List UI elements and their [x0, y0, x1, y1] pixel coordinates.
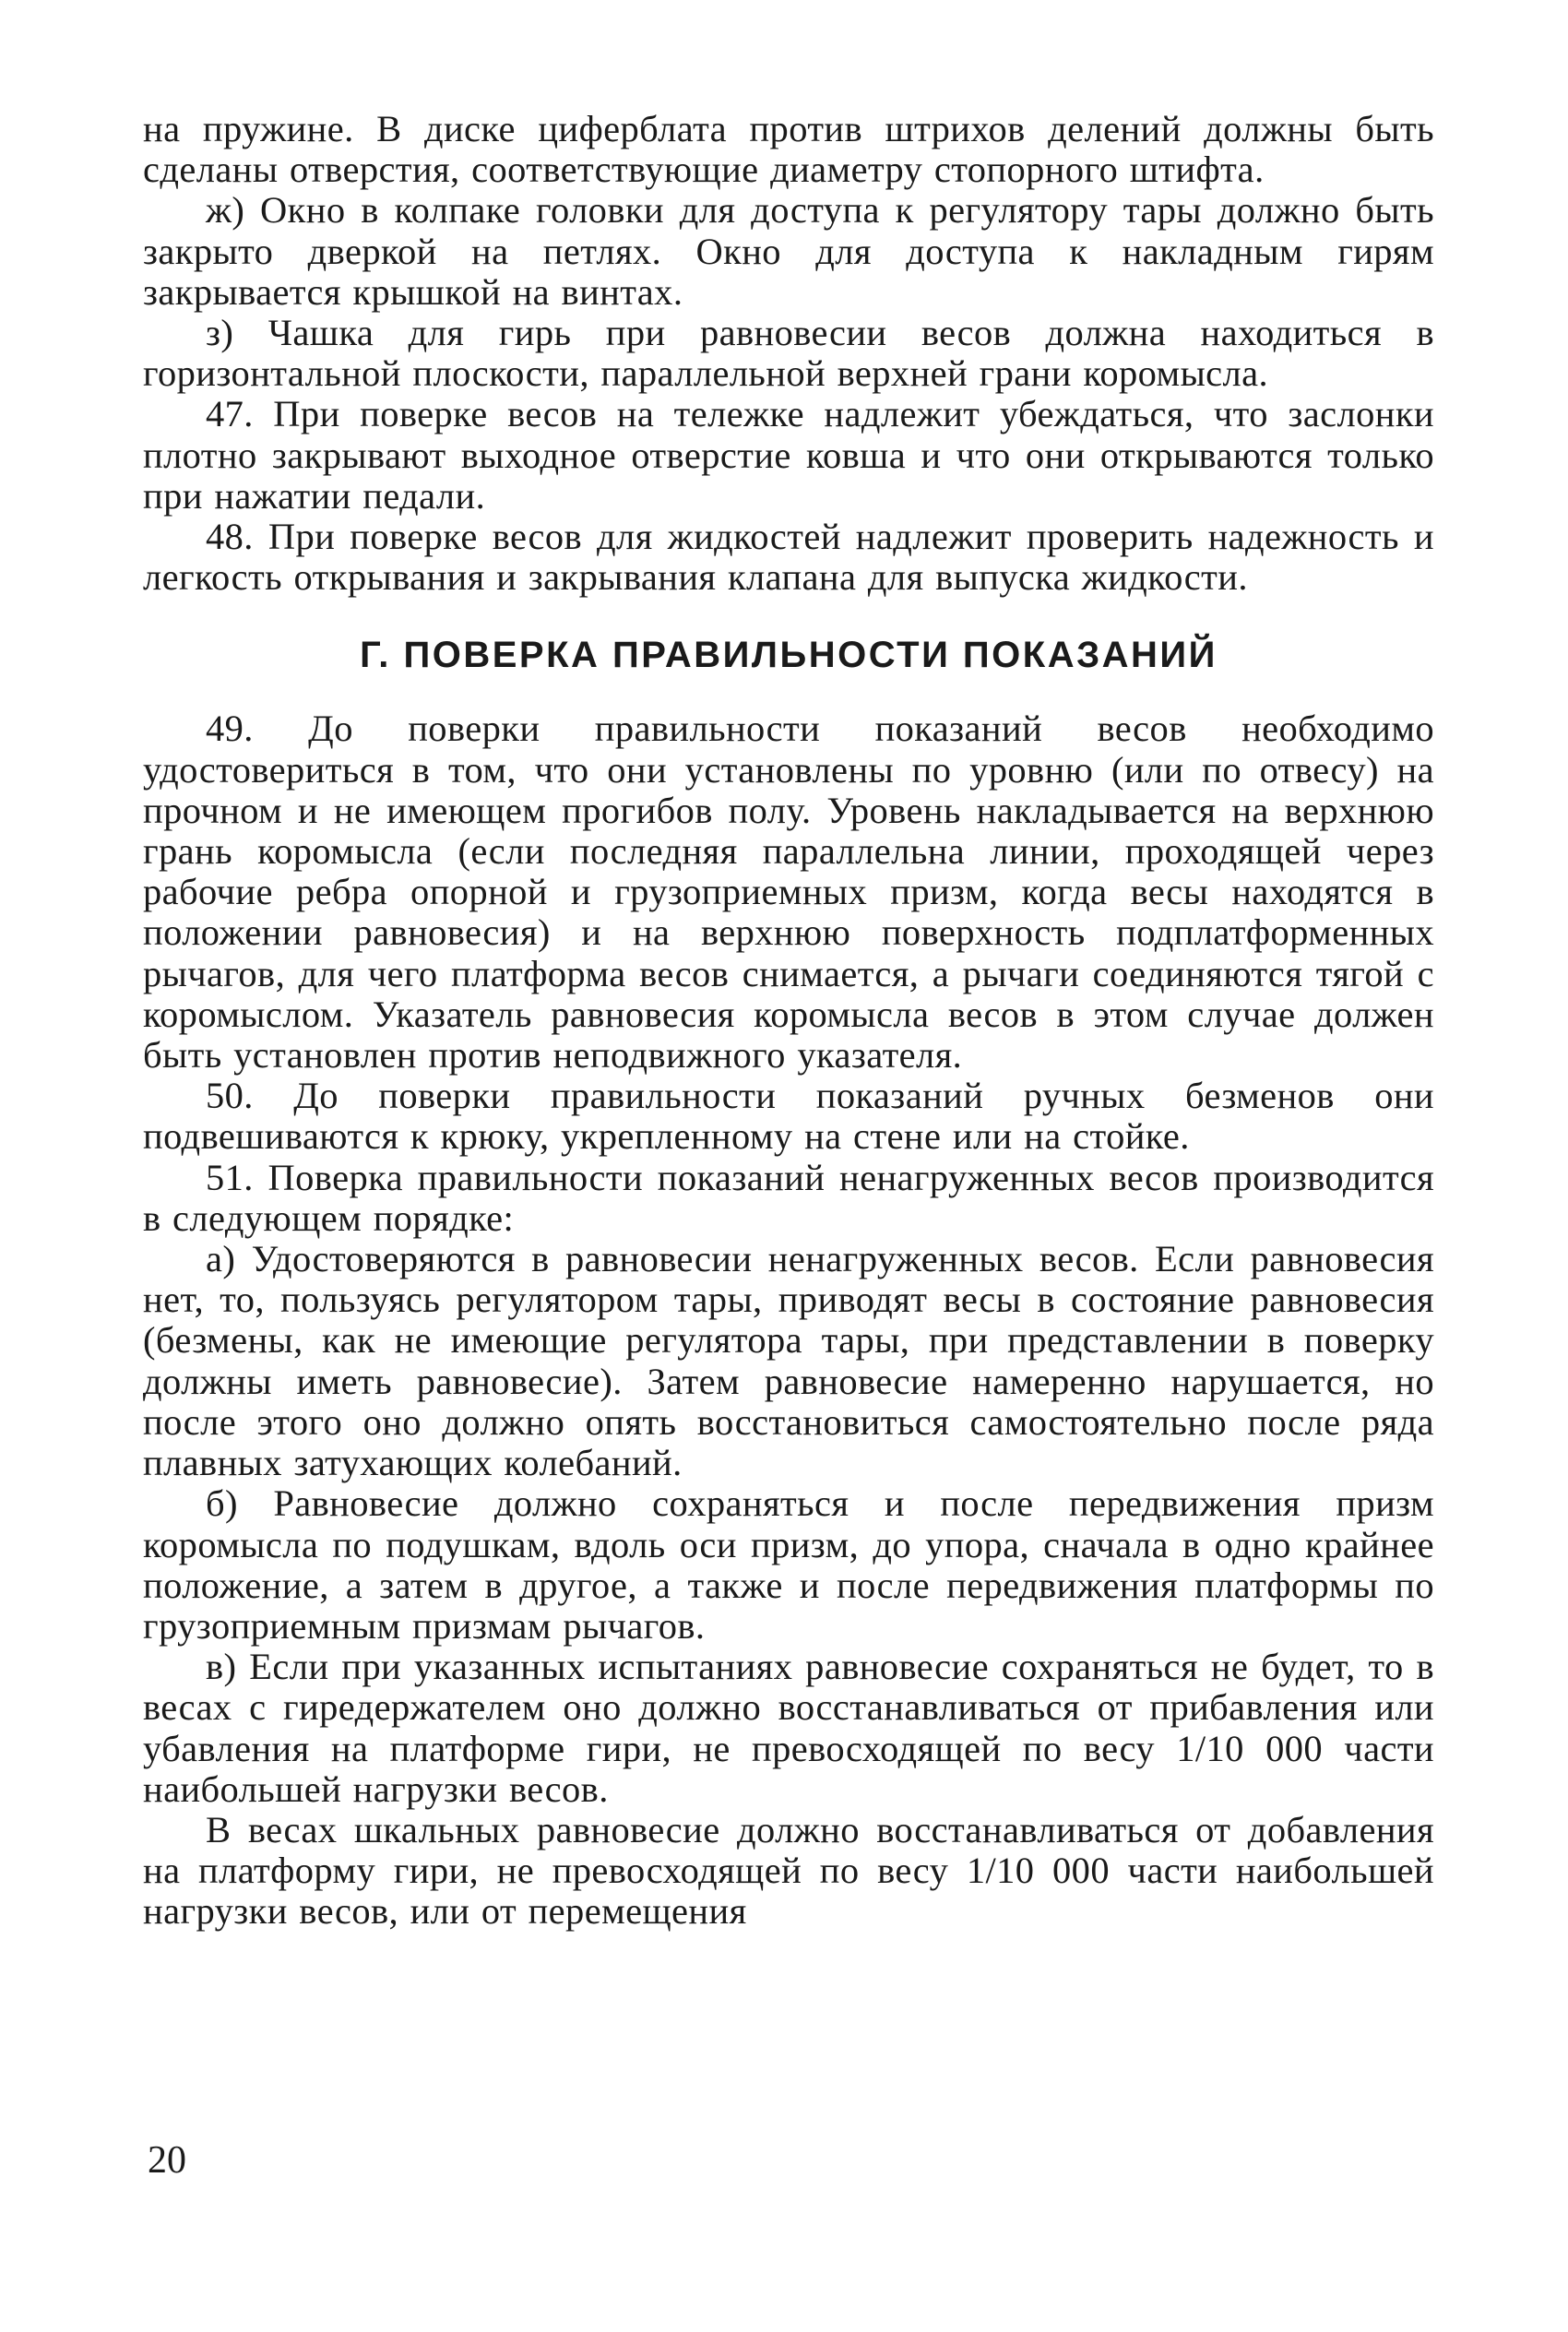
paragraph-scale-scales: В весах шкальных равновесие должно восстанавливаться от добавления на платформу гири, не превосходящей по весу 1/10 000 части наибольшей нагрузки весов, или от перемещения [143, 1808, 1434, 1933]
document-page [143, 109, 1434, 1933]
page-number: 20 [148, 2139, 186, 2182]
paragraph-b-prism-shift: б) Равновесие должно сохраняться и после передвижения призм коромысла по подушкам, вдоль оси призм, до упора, сначала в одно крайнее положение, а затем в другое, а также и после передвижения платформы по грузоприемным призмам рычагов. [143, 1482, 1434, 1647]
paragraph-49-level-check: 49. До поверки правильности показаний весов необходимо удостовериться в том, что они установлены по уровню (или по отвесу) на прочном и не имеющем прогибов полу. Уровень накладывается на верхнюю грань коромысла (если последняя параллельна линии, проходящей через рабочие ребра опорной и грузоприемных призм, когда весы находятся в положении равновесия) и на верхнюю поверхность подплатформенных рычагов, для чего платформа весов снимается, а рычаги соединяются тягой с коромыслом. Указатель равновесия коромысла весов в этом случае должен быть установлен против неподвижного указателя. [143, 708, 1434, 1077]
paragraph-48-liquid-scales: 48. При поверке весов для жидкостей надлежит проверить надежность и легкость открывания и закрывания клапана для выпуска жидкости. [143, 516, 1434, 599]
paragraph-zh-tare-window: ж) Окно в колпаке головки для доступа к регулятору тары должно быть закрыто дверкой на петлях. Окно для доступа к накладным гирям закрывается крышкой на винтах. [143, 189, 1434, 313]
spacer [143, 598, 1434, 635]
paragraph-a-equilibrium: а) Удостоверяются в равновесии ненагруженных весов. Если равновесия нет, то, пользуясь регулятором тары, приводят весы в состояние равновесия (безмены, как не имеющие регулятора тары, при представлении в поверку должны иметь равновесие). Затем равновесие намеренно нарушается, но после этого оно должно опять восстановиться самостоятельно после ряда плавных затухающих колебаний. [143, 1238, 1434, 1484]
paragraph-50-hand-steelyards: 50. До поверки правильности показаний ручных безменов они подвешиваются к крюку, укрепленному на стене или на стойке. [143, 1075, 1434, 1158]
spacer [143, 675, 1434, 708]
paragraph-51-unloaded-check: 51. Поверка правильности показаний ненагруженных весов производится в следующем порядке: [143, 1156, 1434, 1239]
paragraph-z-weight-cup: з) Чашка для гирь при равновесии весов должна находиться в горизонтальной плоскости, параллельной верхней грани коромысла. [143, 312, 1434, 395]
paragraph-spring-dial: на пружине. В диске циферблата против штрихов делений должны быть сделаны отверстия, соответствующие диаметру стопорного штифта. [143, 108, 1434, 191]
section-heading: Г. ПОВЕРКА ПРАВИЛЬНОСТИ ПОКАЗАНИЙ [360, 635, 1218, 676]
paragraph-47-cart-scales: 47. При поверке весов на тележке надлежит убеждаться, что заслонки плотно закрывают выходное отверстие ковша и что они открываются только при нажатии педали. [143, 393, 1434, 517]
paragraph-v-weight-holder: в) Если при указанных испытаниях равновесие сохраняться не будет, то в весах с гиредержателем оно должно восстанавливаться от прибавления или убавления на платформе гири, не превосходящей по весу 1/10 000 части наибольшей нагрузки весов. [143, 1646, 1434, 1810]
